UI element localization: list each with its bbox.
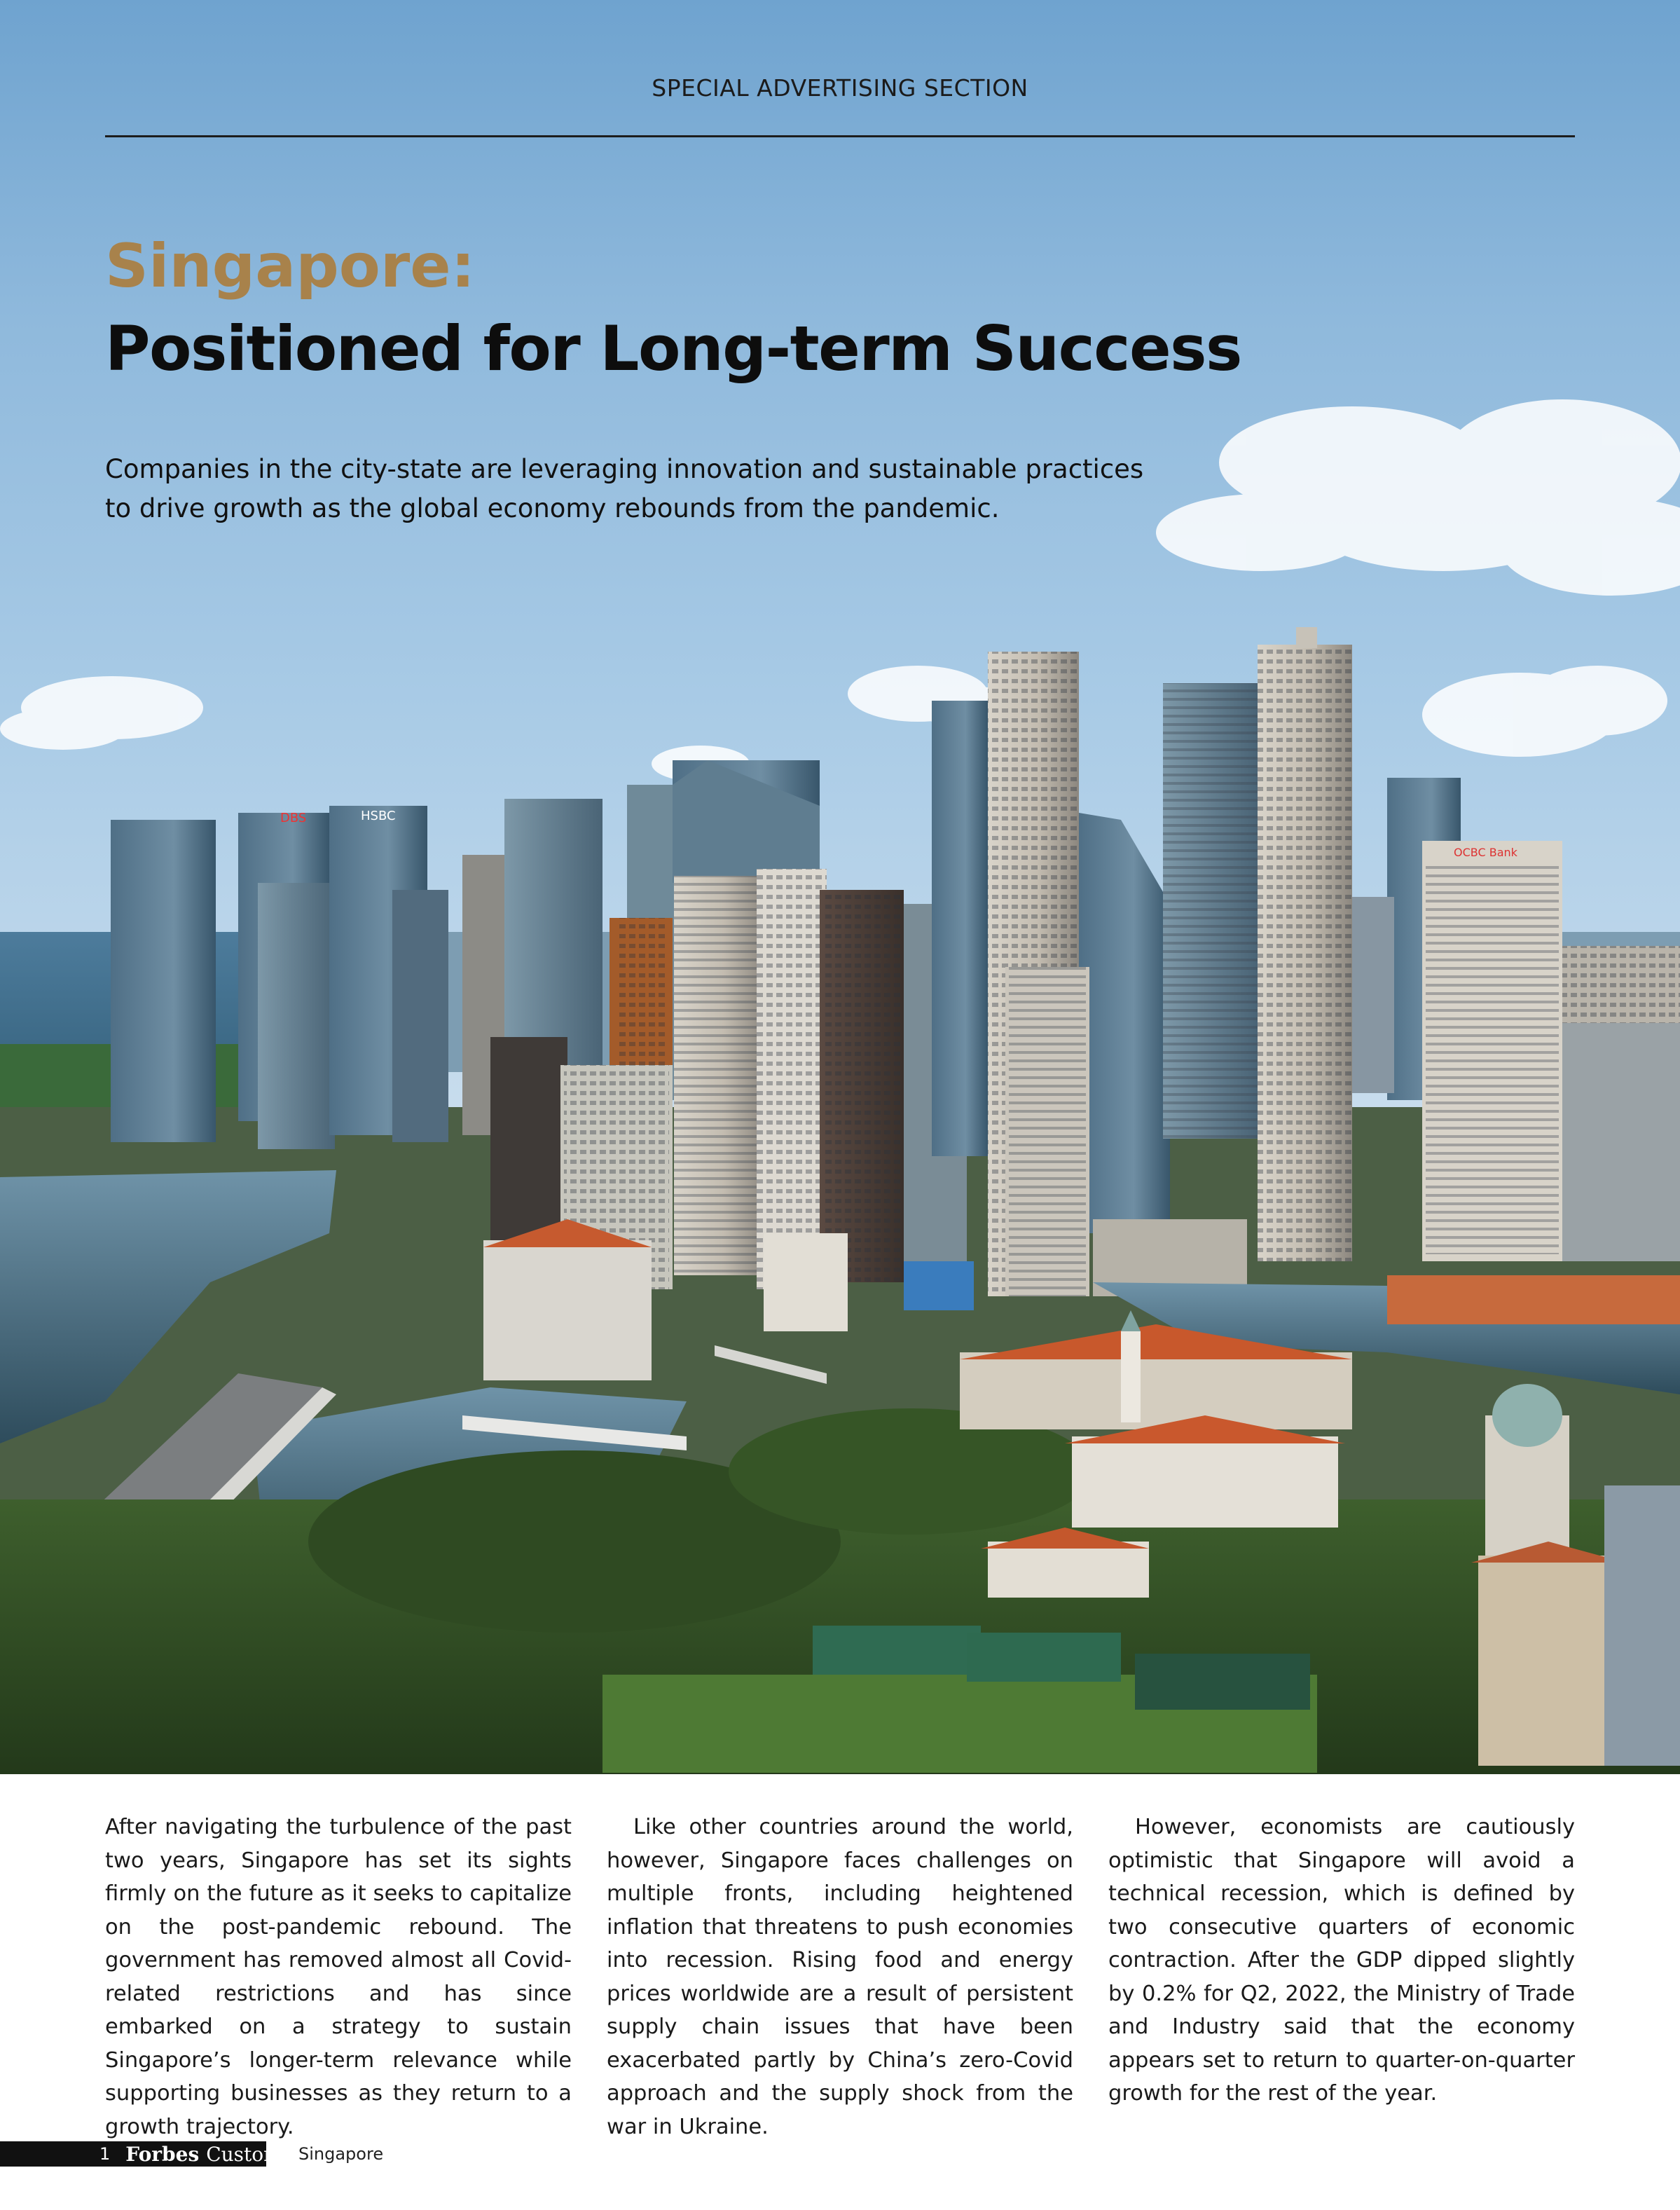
body-column-1: After navigating the turbulence of the past two years, Singapore has set its sights firmly on the future as it seeks to capitalize on the post-pandemic rebound. The government has removed almost all Covid-related restrictions and has since embarked on a strategy to sustain Singapore’s longer-term relevance while supporting businesses as they return to a growth trajectory. — [105, 1815, 572, 2139]
hsbc-sign: HSBC — [361, 809, 396, 823]
dbs-sign: DBS — [280, 811, 307, 825]
ocbc-sign: OCBC Bank — [1454, 846, 1517, 859]
brand-custom: Custom — [206, 2142, 282, 2166]
footer-bar — [0, 2141, 282, 2167]
body-column-3: However, economists are cautiously optimistic that Singapore will avoid a technical recession, which is defined by two consecutive quarters of economic contraction. After the GDP dipped slightly by 0.2% for Q2, 2022, the Ministry of Trade and Industry said that the economy appears set to return to quarter-on-quarter growth for the rest of the year. — [1108, 1815, 1575, 2106]
article-body — [105, 1811, 1575, 2139]
standfirst-line-2: to drive growth as the global economy rebounds from the pandemic. — [105, 493, 1000, 523]
section-label: SPECIAL ADVERTISING SECTION — [652, 74, 1028, 102]
headline-kicker: Singapore: — [105, 231, 476, 301]
brand-forbes: Forbes — [125, 2142, 200, 2166]
header-rule — [105, 135, 1575, 137]
page-number: 1 — [99, 2144, 111, 2164]
standfirst-line-1: Companies in the city-state are leveraging innovation and sustainable practices — [105, 454, 1144, 484]
body-column-2: Like other countries around the world, however, Singapore faces challenges on multiple fronts, including heightened inflation that threatens to push economies into recession. Rising food and energy prices worldwide are a result of persistent supply chain issues that have been exacerbated partly by China’s zero-Covid approach and the supply shock from the war in Ukraine. — [607, 1815, 1073, 2139]
standfirst — [105, 450, 1226, 528]
footer-location: Singapore — [298, 2144, 384, 2164]
headline: Positioned for Long-term Success — [105, 313, 1241, 385]
